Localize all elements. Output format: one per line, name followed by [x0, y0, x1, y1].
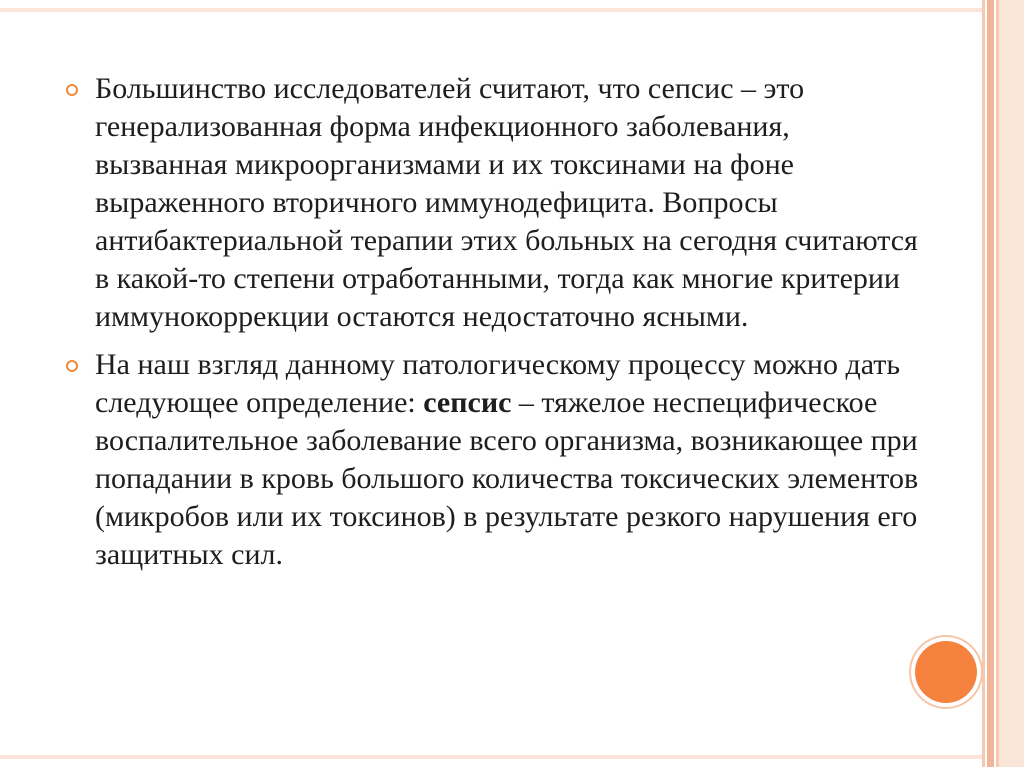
decorative-side-stripes [982, 0, 1024, 767]
bullet-circle-icon [66, 360, 78, 372]
bullet-circle-icon [66, 84, 78, 96]
bullet-text-2-term: сепсис [423, 386, 512, 419]
bullet-text-1: Большинство исследователей считают, что сепсис – это генерализованная форма инфекционного заболевания, вызванная микроорганизмами и их токсинами на фоне выраженного вторичного иммунодефицита. Вопросы антибактериальной терапии этих больных на сегодня считаются в какой-то степени отработанными, тогда как многие критерии иммунокоррекции остаются недостаточно ясными. [95, 72, 918, 333]
decorative-orange-circle [915, 641, 977, 703]
bullet-item-1 [66, 70, 926, 336]
bullet-text-2-lead: На наш взгляд данному патологическому процессу можно дать следующее определение: [95, 348, 901, 419]
bullet-text-2-rest: – тяжелое неспецифическое воспалительное заболевание всего организма, возникающее при попадании в кровь большого количества токсических элементов (микробов или их токсинов) в результате резкого нарушения его защитных сил. [95, 386, 919, 571]
top-decorative-rule [0, 8, 982, 12]
bottom-decorative-rule [0, 755, 982, 759]
slide-content [66, 70, 926, 584]
bullet-item-2 [66, 346, 926, 574]
